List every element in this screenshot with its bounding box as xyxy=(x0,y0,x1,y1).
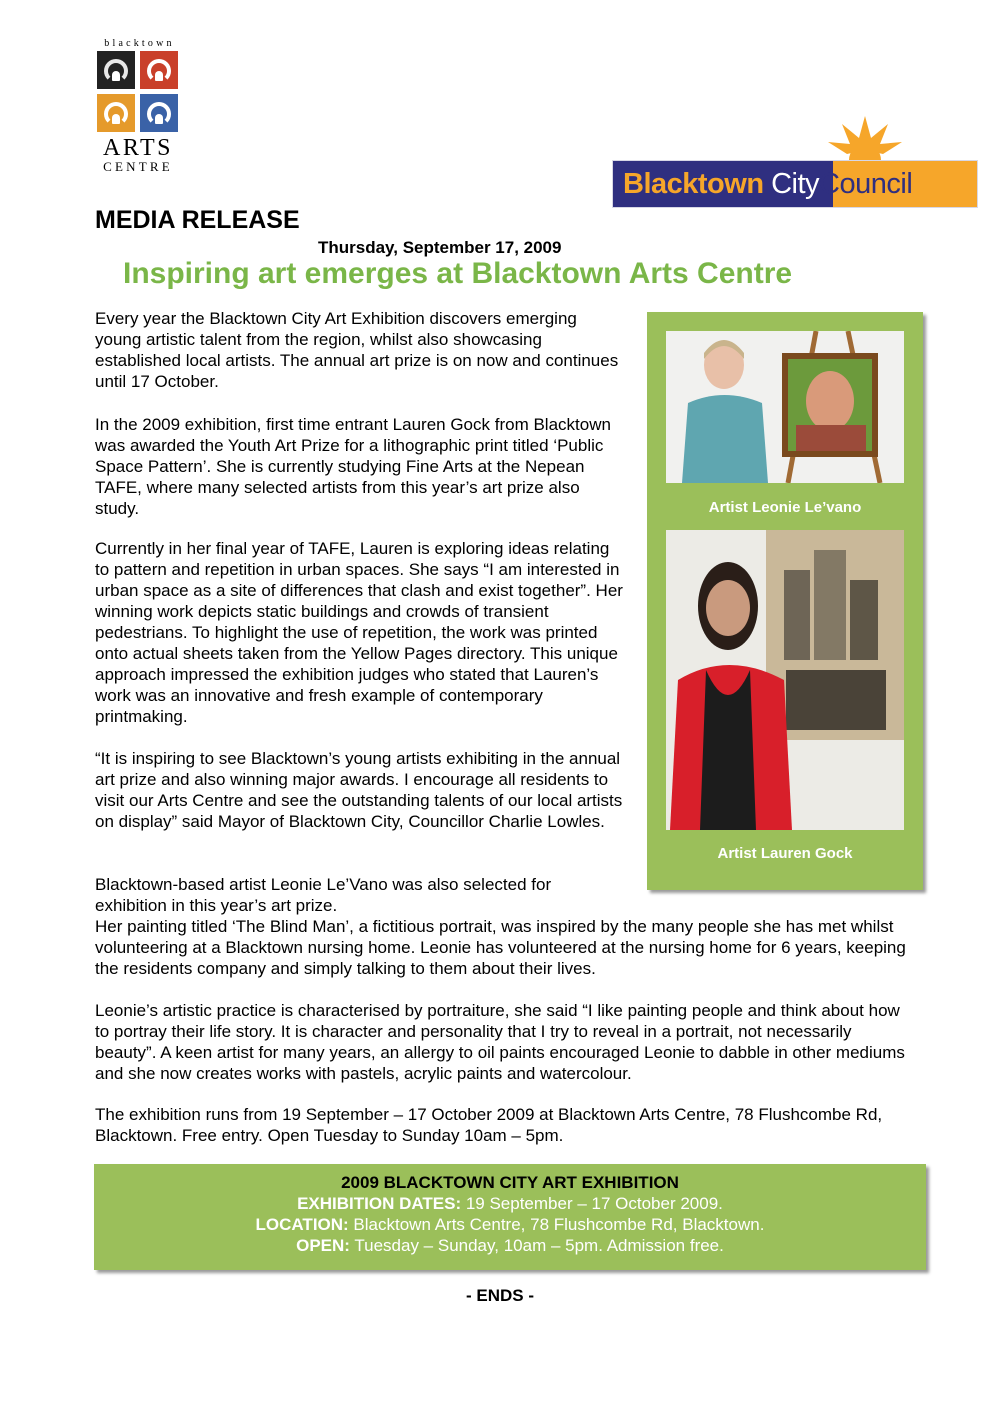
paragraph-3: Currently in her final year of TAFE, Lauren is exploring ideas relating to pattern and repetition in urban spaces. She says “I am interested in urban space as a site of differences that clash and exist together”. Her winning work depicts static buildings and crowds of transient pedestrians. To highlight the use of repetition, the work was printed onto actual sheets taken from the Yellow Pages directory. This unique approach impressed the exhibition judges who stated that Lauren’s work was an innovative and fresh example of contemporary printmaking. xyxy=(95,539,623,726)
paragraph-2: In the 2009 exhibition, first time entrant Lauren Gock from Blacktown was awarded the Youth Art Prize for a lithographic print titled ‘Public Space Pattern’. She is currently studying Fine Arts at the Nepean TAFE, where many selected artists from this year’s art prize also study. xyxy=(95,415,611,518)
headline: Inspiring art emerges at Blacktown Arts Centre xyxy=(123,257,793,290)
info-dates-label: EXHIBITION DATES: xyxy=(297,1194,462,1213)
exhibition-info-box xyxy=(94,1164,926,1270)
paragraph-4: “It is inspiring to see Blacktown’s young artists exhibiting in the annual art prize and also winning major awards. I encourage all residents to visit our Arts Centre and see the outstanding talents of our local artists on display” said Mayor of Blacktown City, Councillor Charlie Lowles. xyxy=(95,749,623,831)
arts-centre-logo-top: blacktown xyxy=(104,38,175,49)
council-logo-word1: Blacktown xyxy=(623,168,764,200)
council-logo-word3: Council xyxy=(819,168,913,200)
photo-leonie-levano xyxy=(666,331,904,483)
ends-marker: - ENDS - xyxy=(466,1286,534,1305)
info-open-line xyxy=(94,1235,926,1256)
arts-centre-logo-tiles xyxy=(97,51,181,132)
media-release-label: MEDIA RELEASE xyxy=(95,206,300,234)
info-location-line xyxy=(94,1214,926,1235)
council-logo-text xyxy=(623,168,912,201)
arts-centre-logo-sub: CENTRE xyxy=(103,159,173,174)
info-dates-value: 19 September – 17 October 2009. xyxy=(461,1194,723,1213)
council-logo xyxy=(612,116,978,208)
info-location-value: Blacktown Arts Centre, 78 Flushcombe Rd, Blacktown. xyxy=(348,1215,765,1234)
info-dates-line xyxy=(94,1193,926,1214)
council-logo-word2: City xyxy=(771,168,820,200)
arts-centre-logo xyxy=(95,38,181,174)
photo-lauren-illustration xyxy=(666,530,904,830)
paragraph-6: Leonie’s artistic practice is characterised by portraiture, she said “I like painting people and think about how to portray their life story. It is character and personality that I try to reveal in a portrait, not necessarily beauty”. A keen artist for many years, an allergy to oil paints encouraged Leonie to dabble in other mediums and she now creates works with pastels, acrylic paints and watercolour. xyxy=(95,1001,905,1083)
info-title: 2009 BLACKTOWN CITY ART EXHIBITION xyxy=(341,1173,679,1192)
council-logo-bar xyxy=(612,160,978,208)
photo-lauren-gock xyxy=(666,530,904,830)
arts-centre-logo-main: ARTS xyxy=(103,135,173,161)
photo-sidebar xyxy=(647,312,923,890)
logo-tile-black xyxy=(97,51,135,89)
paragraph-1: Every year the Blacktown City Art Exhibition discovers emerging young artistic talent from the region, whilst also showcasing established local artists. The annual art prize is on now and continues until 17 October. xyxy=(95,309,619,391)
logo-tile-orange xyxy=(97,94,135,132)
paragraph-5b: Her painting titled ‘The Blind Man’, a fictitious portrait, was inspired by the many people she has met whilst volunteering at a Blacktown nursing home. Leonie has volunteered at the nursing home for 6 years, keeping the residents company and simply talking to them about their lives. xyxy=(95,917,906,978)
release-date: Thursday, September 17, 2009 xyxy=(318,238,562,257)
info-location-label: LOCATION: xyxy=(255,1215,349,1234)
logo-tile-blue xyxy=(140,94,178,132)
photo-leonie-illustration xyxy=(666,331,904,483)
caption-lauren: Artist Lauren Gock xyxy=(717,845,853,862)
info-open-value: Tuesday – Sunday, 10am – 5pm. Admission free. xyxy=(349,1236,724,1255)
info-open-label: OPEN: xyxy=(296,1236,350,1255)
paragraph-5a: Blacktown-based artist Leonie Le’Vano was also selected for exhibition in this year’s art prize. xyxy=(95,875,552,915)
logo-tile-red xyxy=(140,51,178,89)
paragraph-7: The exhibition runs from 19 September – 17 October 2009 at Blacktown Arts Centre, 78 Flushcombe Rd, Blacktown. Free entry. Open Tuesday to Sunday 10am – 5pm. xyxy=(95,1105,883,1145)
caption-leonie: Artist Leonie Le’vano xyxy=(708,499,862,516)
